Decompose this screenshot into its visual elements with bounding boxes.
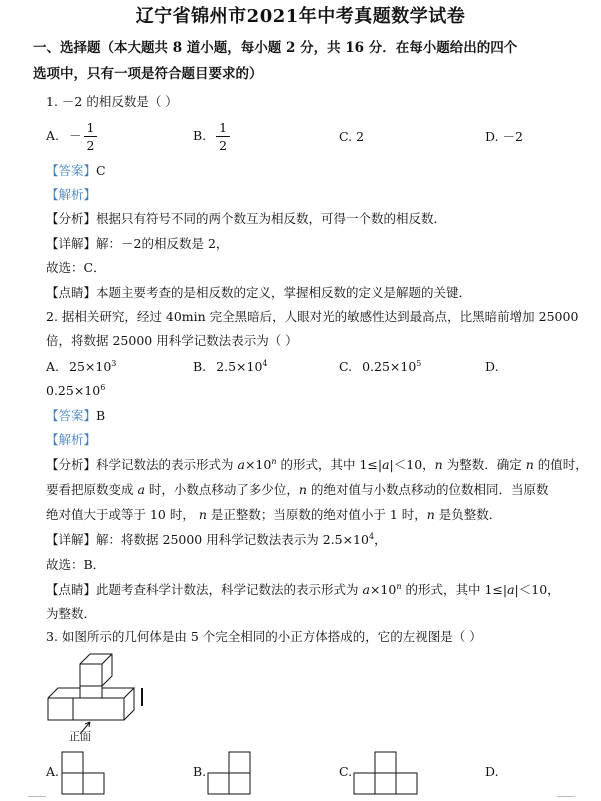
var-n: n <box>298 482 307 497</box>
dianjing-tag: 【点睛】 <box>46 582 97 597</box>
text: 是负整数． <box>434 507 502 522</box>
q2-answer-value: B <box>96 408 106 423</box>
q2-option-a-exponent: 3 <box>111 358 117 368</box>
var-n: n <box>525 457 534 472</box>
var-n: n <box>198 507 207 522</box>
q1-answer <box>46 162 106 180</box>
q1-option-a-label: A. <box>46 128 60 143</box>
text: 科学记数法的表示形式为 <box>96 457 238 472</box>
q2-option-b[interactable] <box>193 358 268 376</box>
fraction-numerator: 1 <box>216 119 230 137</box>
var-a: a <box>507 582 515 597</box>
q3-solid-figure <box>44 650 154 744</box>
q2-stem-line1: 2. 据相关研究，经过 40min 完全黑暗后，人眼对光的敏感性达到最高点，比黑暗前增加 25000 <box>46 309 579 324</box>
answer-tag: 【答案】 <box>46 408 97 423</box>
text: 的形式，其中 1≤| <box>276 457 383 472</box>
q1-option-b-fraction <box>216 119 230 154</box>
q2-option-b-exponent: 4 <box>262 358 268 368</box>
q2-analysis-tag: 【解析】 <box>46 432 97 447</box>
xiangjie-tag: 【详解】 <box>46 236 97 251</box>
var-a: a <box>382 457 390 472</box>
text: 时，小数点移动了多少位， <box>144 482 299 497</box>
text: ×10 <box>244 457 272 472</box>
answer-tag: 【答案】 <box>46 163 97 178</box>
text: ×10 <box>369 582 397 597</box>
q2-option-d-value[interactable] <box>46 382 105 400</box>
var-n: n <box>271 456 277 466</box>
q1-option-b-label: B. <box>193 128 207 143</box>
fenxi-tag: 【分析】 <box>46 457 97 472</box>
text: 的值时， <box>533 457 588 472</box>
q2-fenxi-line1 <box>46 456 588 474</box>
q1-option-d[interactable]: D. －2 <box>485 129 523 144</box>
bottom-row-top-faces <box>48 688 134 698</box>
q2-option-b-base: 2.5×10 <box>216 359 263 374</box>
q3-option-a-label[interactable]: A. <box>46 764 60 779</box>
text: 此题考查科学计数法，科学记数法的表示形式为 <box>96 582 363 597</box>
q2-option-d-label[interactable]: D. <box>485 359 499 374</box>
var-a: a <box>137 482 145 497</box>
q2-fenxi-line2 <box>46 481 548 499</box>
q1-answer-value: C <box>96 163 106 178</box>
q2-fenxi-line3 <box>46 506 501 524</box>
var-n: n <box>396 581 402 591</box>
footer-rule-left <box>28 796 46 797</box>
q3-option-d-label[interactable]: D. <box>485 764 499 779</box>
q2-xiangjie <box>46 531 387 549</box>
q2-option-a-label: A. <box>46 359 60 374</box>
q1-fenxi-text: 根据只有符号不同的两个数互为相反数，可得一个数的相反数． <box>96 211 447 226</box>
q2-option-c-label: C. <box>339 359 353 374</box>
bottom-row-front <box>48 686 124 720</box>
q1-dianjing-text: 本题主要考查的是相反数的定义，掌握相反数的定义是解题的关键． <box>96 285 472 300</box>
q2-option-a[interactable] <box>46 358 116 376</box>
var-a: a <box>362 582 370 597</box>
q1-dianjing <box>46 284 471 302</box>
text: 的形式，其中 1≤| <box>401 582 508 597</box>
q1-analysis-tag: 【解析】 <box>46 187 97 202</box>
text: |＜10， <box>389 457 435 472</box>
q1-stem: 1. －2 的相反数是（ ） <box>46 94 178 109</box>
q2-option-d-exponent: 6 <box>100 382 106 392</box>
text: ， <box>374 532 387 547</box>
q1-option-a[interactable] <box>46 119 97 154</box>
q2-dianjing-line1 <box>46 581 560 599</box>
q3-option-b-label[interactable]: B. <box>193 764 207 779</box>
top-cube <box>80 654 112 686</box>
q2-option-c-base: 0.25×10 <box>362 359 417 374</box>
q2-stem-line2: 倍，将数据 25000 用科学记数法表示为（ ） <box>46 333 298 348</box>
text: 要看把原数变成 <box>46 482 138 497</box>
xiangjie-tag: 【详解】 <box>46 532 97 547</box>
text: 绝对值大于或等于 10 时， <box>46 507 199 522</box>
q3-option-c-figure[interactable] <box>352 750 422 796</box>
exponent: 4 <box>368 531 375 541</box>
q1-option-c[interactable]: C. 2 <box>339 129 365 144</box>
fraction-denominator: 2 <box>219 138 228 153</box>
q1-xiangjie <box>46 235 228 253</box>
section-heading-line2: 选项中，只有一项是符合题目要求的） <box>33 66 263 82</box>
q2-dianjing-line2 <box>46 605 96 623</box>
q1-fenxi <box>46 210 446 228</box>
text: |＜10， <box>514 582 560 597</box>
q3-option-b-figure[interactable] <box>206 750 256 796</box>
q1-xiangjie-text: 解：－2的相反数是 2， <box>96 236 229 251</box>
q2-option-c[interactable] <box>339 358 421 376</box>
q2-choice: 故选：B． <box>46 557 106 572</box>
var-a: a <box>237 457 245 472</box>
page-title: 辽宁省锦州市2021年中考真题数学试卷 <box>135 6 466 27</box>
fraction-numerator: 1 <box>84 119 98 137</box>
q2-option-c-exponent: 5 <box>416 358 422 368</box>
section-heading-line1: 一、选择题（本大题共 8 道小题，每小题 2 分，共 16 分．在每小题给出的四个 <box>33 40 518 56</box>
q3-option-a-figure[interactable] <box>60 750 110 796</box>
var-n: n <box>426 507 435 522</box>
text: 为整数． <box>46 606 97 621</box>
q2-option-a-base: 25×10 <box>69 359 112 374</box>
q1-option-a-sign: － <box>69 128 82 143</box>
q3-stem: 3. 如图所示的几何体是由 5 个完全相同的小正方体搭成的，它的左视图是（ ） <box>46 629 482 644</box>
fraction-denominator: 2 <box>86 138 95 153</box>
text: 解：将数据 25000 用科学记数法表示为 2.5×10 <box>96 532 369 547</box>
q2-option-b-label: B. <box>193 359 207 374</box>
text: 是正整数；当原数的绝对值小于 1 时， <box>206 507 427 522</box>
fenxi-tag: 【分析】 <box>46 211 97 226</box>
footer-rule-right <box>557 796 575 797</box>
q1-option-b[interactable] <box>193 119 230 154</box>
text: 的绝对值与小数点移动的位数相同．当原数 <box>306 482 549 497</box>
text: 为整数．确定 <box>442 457 526 472</box>
q1-choice: 故选：C． <box>46 260 106 275</box>
q2-answer <box>46 407 105 425</box>
var-n: n <box>434 457 443 472</box>
q1-option-a-fraction <box>84 119 98 154</box>
dianjing-tag: 【点睛】 <box>46 285 97 300</box>
q3-option-c-label[interactable]: C. <box>339 764 353 779</box>
front-view-label: 正面 <box>69 730 91 743</box>
q2-option-d-base: 0.25×10 <box>46 383 101 398</box>
